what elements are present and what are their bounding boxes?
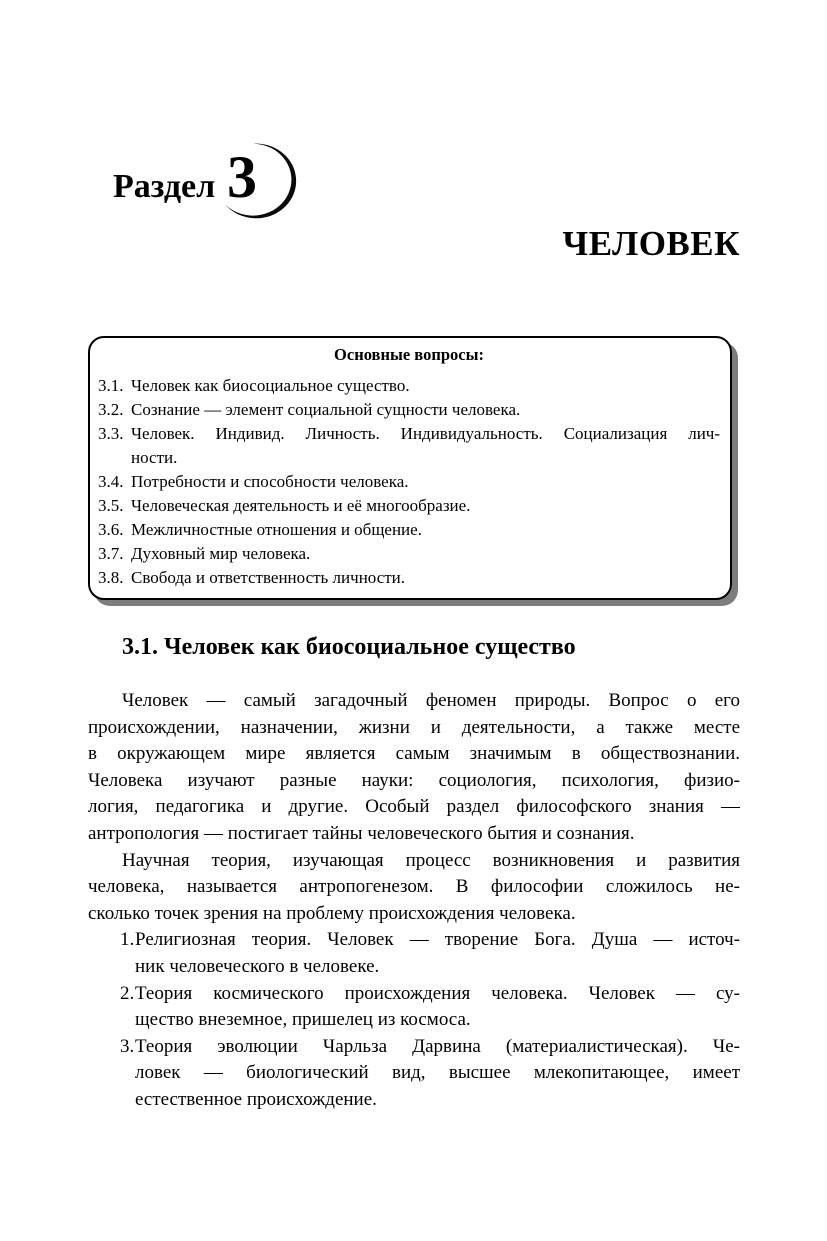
question-line: Потребности и способности человека. [131, 472, 409, 491]
list-item-line: Религиозная теория. Человек — творение Бога. Душа — источ- [135, 929, 740, 951]
question-item [98, 518, 720, 542]
page-title: ЧЕЛОВЕК [562, 224, 740, 263]
question-item [98, 494, 720, 518]
question-item [98, 470, 720, 494]
question-line: Сознание — элемент социальной сущности человека. [131, 400, 521, 419]
list-item-line: ловек — биологический вид, высшее млекопитающее, имеет [135, 1062, 740, 1084]
paragraph-line: логия, педагогика и другие. Особый раздел философского знания — [88, 796, 740, 818]
question-number: 3.6. [98, 520, 124, 539]
question-line: Человеческая деятельность и её многообразие. [131, 496, 471, 515]
paragraph-line: Человека изучают разные науки: социология, психология, физио- [88, 769, 740, 791]
paragraph [88, 688, 740, 848]
list-item-number: 2. [120, 982, 135, 1004]
paragraph-line: в окружающем мире является самым значимым в обществознании. [88, 743, 740, 765]
list-item-number: 1. [120, 929, 135, 951]
question-number: 3.1. [98, 376, 124, 395]
question-item [98, 422, 720, 470]
question-number: 3.8. [98, 568, 124, 587]
list-item-line: Теория эволюции Чарльза Дарвина (материалистическая). Че- [135, 1035, 740, 1057]
question-line: ности. [131, 448, 178, 467]
question-item [98, 374, 720, 398]
questions-list [98, 374, 720, 590]
paragraph-line: Человек — самый загадочный феномен природы. Вопрос о его [122, 690, 740, 711]
question-item [98, 542, 720, 566]
questions-box-title: Основные вопросы: [334, 345, 484, 364]
list-item [88, 981, 740, 1034]
paragraph [88, 848, 740, 928]
questions-box [88, 336, 732, 600]
list-item-line: щество внеземное, пришелец из космоса. [135, 1009, 471, 1031]
question-number: 3.3. [98, 424, 124, 443]
question-line: Межличностные отношения и общение. [131, 520, 422, 539]
list-item-line: ник человеческого в человеке. [135, 955, 380, 977]
question-item [98, 566, 720, 590]
question-number: 3.5. [98, 496, 124, 515]
list-item-line: Теория космического происхождения человека. Человек — су- [135, 982, 740, 1004]
question-line: Свобода и ответственность личности. [131, 568, 406, 587]
section-label: Раздел [113, 168, 216, 205]
paragraph-line: происхождении, назначении, жизни и деятельности, а также месте [88, 716, 740, 738]
paragraph-line: человека, называется антропогенезом. В философии сложилось не- [88, 876, 740, 898]
list-item [88, 1034, 740, 1114]
question-number: 3.4. [98, 472, 124, 491]
body-text [88, 688, 740, 1114]
question-line: Человек как биосоциальное существо. [131, 376, 410, 395]
list-item-number: 3. [120, 1035, 135, 1057]
paragraph-line: Научная теория, изучающая процесс возникновения и развития [122, 849, 740, 871]
paragraph-line: антропология — постигает тайны человеческого бытия и сознания. [88, 822, 635, 844]
numbered-list [88, 927, 740, 1113]
question-line: Человек. Индивид. Личность. Индивидуальность. Социализация лич- [131, 424, 720, 443]
section-number: 3 [227, 144, 257, 210]
list-item-line: естественное происхождение. [135, 1088, 377, 1110]
question-number: 3.7. [98, 544, 124, 563]
question-line: Духовный мир человека. [131, 544, 311, 563]
question-number: 3.2. [98, 400, 124, 419]
paragraphs [88, 688, 740, 927]
section-heading: 3.1. Человек как биосоциальное существо [122, 634, 576, 660]
crescent-arc-icon [214, 140, 304, 224]
question-item [98, 398, 720, 422]
paragraph-line: сколько точек зрения на проблему происхождения человека. [88, 902, 576, 924]
list-item [88, 927, 740, 980]
